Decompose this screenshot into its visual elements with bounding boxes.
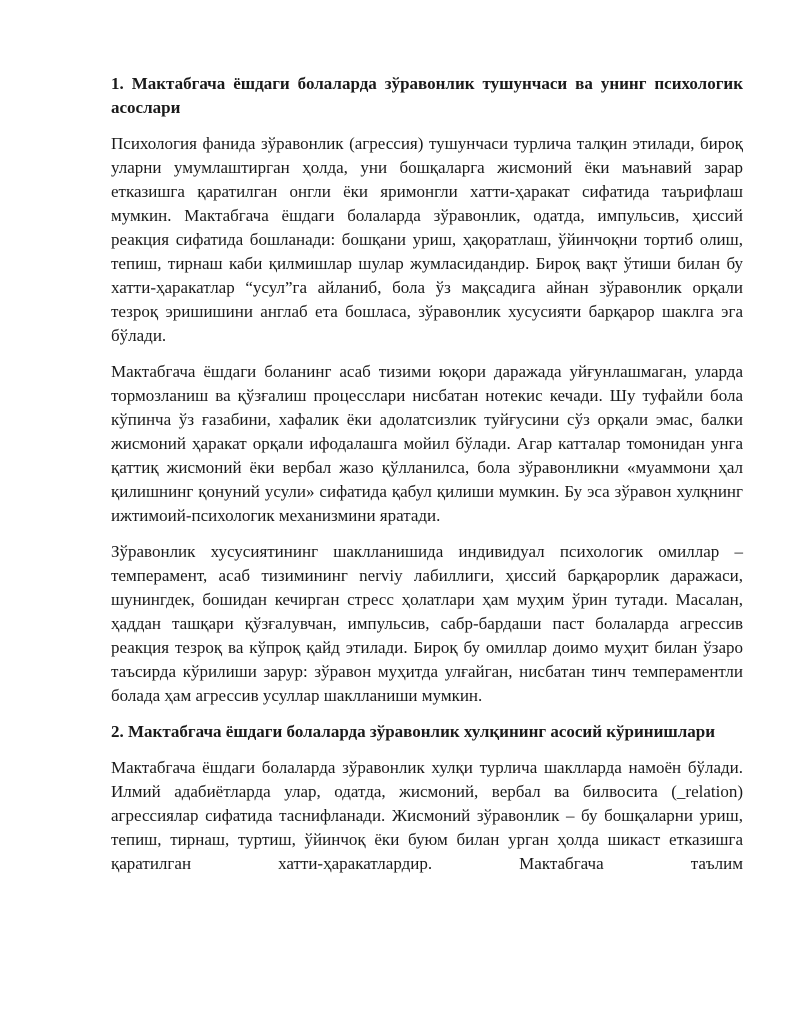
section-1-paragraph-1: Психология фанида зўравонлик (агрессия) тушунчаси турлича талқин этилади, бироқ уларни умумлаштирган ҳолда, уни бошқаларга жисмоний ёки маънавий зарар етказишга қаратилган онгли ёки яримонгли хатти-ҳаракат сифатида таърифлаш мумкин. Мактабгача ёшдаги болаларда зўравонлик, одатда, импульсив, ҳиссий реакция сифатида бошланади: бошқани уриш, ҳақоратлаш, ўйинчоқни тортиб олиш, тепиш, тирнаш каби қилмишлар шулар жумласидандир. Бироқ вақт ўтиши билан бу хатти-ҳаракатлар “усул”га айланиб, бола ўз мақсадига айнан зўравонлик орқали тезроқ эришишини англаб ета бошласа, зўравонлик хусусияти барқарор шаклга эга бўлади. [111,134,743,345]
section-1-paragraph-3: Зўравонлик хусусиятининг шаклланишида индивидуал психологик омиллар – темперамент, асаб тизимининг nerviy лабиллиги, ҳиссий барқарорлик даражаси, шунингдек, бошидан кечирган стресс ҳолатлари ҳам муҳим ўрин тутади. Масалан, ҳаддан ташқари қўзғалувчан, импульсив, сабр-бардаши паст болаларда агрессив реакция тезроқ ва кўпроқ қайд этилади. Бироқ бу омиллар доимо муҳит билан ўзаро таъсирда кўрилиши зарур: зўравон муҳитда улғайган, нисбатан тинч темпераментли болада ҳам агрессив усуллар шаклланиши мумкин. [111,542,743,705]
document-page [111,72,743,876]
section-1-heading: 1. Мактабгача ёшдаги болаларда зўравонлик тушунчаси ва унинг психологик асослари [111,74,743,117]
section-2-heading: 2. Мактабгача ёшдаги болаларда зўравонлик хулқининг асосий кўринишлари [111,722,716,741]
section-1-paragraph-2: Мактабгача ёшдаги боланинг асаб тизими юқори даражада уйғунлашмаган, уларда тормозланиш ва қўзғалиш процесслари нисбатан нотекис кечади. Шу туфайли бола кўпинча ўз ғазабини, хафалик ёки адолатсизлик туйғусини сўз орқали эмас, балки жисмоний ҳаракат орқали ифодалашга мойил бўлади. Агар катталар томонидан унга қаттиқ жисмоний ёки вербал жазо қўлланилса, бола зўравонликни «муаммони ҳал қилишнинг қонуний усули» сифатида қабул қилиши мумкин. Бу эса зўравон хулқнинг ижтимоий-психологик механизмини яратади. [111,362,743,525]
section-2-paragraph-1: Мактабгача ёшдаги болаларда зўравонлик хулқи турлича шаклларда намоён бўлади. Илмий адабиётларда улар, одатда, жисмоний, вербал ва билвосита (_relation) агрессиялар сифатида таснифланади. Жисмоний зўравонлик – бу бошқаларни уриш, тепиш, тирнаш, туртиш, ўйинчоқ ёки буюм билан урган ҳолда шикаст етказишга қаратилган хатти-ҳаракатлардир. Мактабгача таълим [111,758,743,873]
